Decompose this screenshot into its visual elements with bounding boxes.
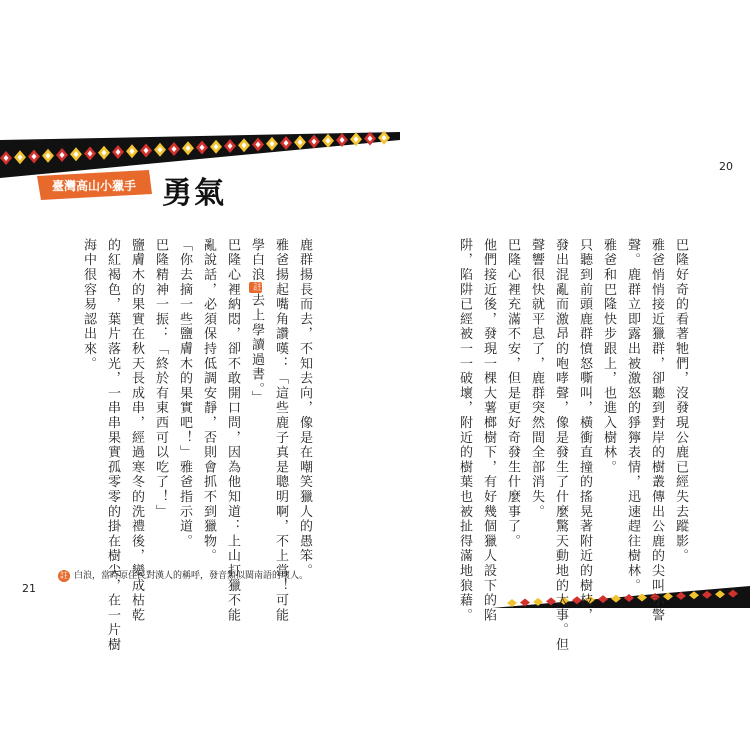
text-column: 巴隆精神一振：「終於有東西可以吃了！」 xyxy=(153,238,168,520)
text-column: 只聽到前頭鹿群憤怒嘶叫，橫衝直撞的搖晃著附近的樹枝， xyxy=(577,238,592,623)
footnote-marker-inline: 註 xyxy=(251,282,261,294)
text-column: 鹽膚木的果實在秋天長成串，經過寒冬的洗禮後，變成枯乾 xyxy=(129,238,144,623)
text-column: 的紅褐色，葉片落光，一串串果實孤零零的掛在樹尖，在一片樹 xyxy=(105,238,120,653)
chapter-title: 勇氣 xyxy=(162,176,226,211)
footnote xyxy=(58,568,308,582)
text-column: 他們接近後，發現一棵大薯榔樹下，有好幾個獵人設下的陷 xyxy=(481,238,496,623)
text-segment: 學白浪 xyxy=(249,238,264,283)
text-column: 聲響很快就平息了，鹿群突然間全部消失。 xyxy=(529,238,544,520)
text-column: 雅爸揚起嘴角讚嘆：「這些鹿子真是聰明啊，不上當！可能 xyxy=(273,238,288,623)
footnote-text: 白浪，當時原住民對漢人的稱呼，發音類似閩南語的壞人。 xyxy=(74,571,309,581)
text-column: 海中很容易認出來。 xyxy=(81,238,96,372)
page-number-right: 20 xyxy=(719,160,733,173)
text-segment: 去上學讀過書。」 xyxy=(249,293,264,406)
text-column: 阱，陷阱已經被一一破壞，附近的樹葉也被扯得滿地狼藉。 xyxy=(457,238,472,623)
text-column: 聲。鹿群立即露出被激怒的猙獰表情，迅速趕往樹林。 xyxy=(625,238,640,594)
text-column: 鹿群揚長而去，不知去向，像是在嘲笑獵人的愚笨。 xyxy=(297,238,312,579)
text-column: 巴隆心裡充滿不安，但是更好奇發生什麼事了。 xyxy=(505,238,520,549)
series-title: 臺灣高山小獵手 xyxy=(52,179,137,193)
text-column xyxy=(244,238,268,405)
footnote-marker: 註 xyxy=(60,570,68,580)
page-number-left: 21 xyxy=(22,582,36,595)
text-column: 雅爸和巴隆快步跟上，也進入樹林。 xyxy=(601,238,616,475)
pattern-diamond xyxy=(507,599,517,607)
text-column: 「你去摘一些鹽膚木的果實吧！」雅爸指示道。 xyxy=(177,238,192,549)
text-column: 發出混亂而激昂的咆哮聲，像是發生了什麼驚天動地的大事。但 xyxy=(553,238,568,653)
text-column: 雅爸悄悄接近獵群，卻聽到對岸的樹叢傳出公鹿的尖叫示警 xyxy=(649,238,664,623)
text-column: 巴隆心裡納悶，卻不敢開口問，因為他知道：上山打獵不能 xyxy=(225,238,240,623)
text-column: 巴隆好奇的看著牠們，沒發現公鹿已經失去蹤影。 xyxy=(673,238,688,564)
text-column: 亂說話，必須保持低調安靜，否則會抓不到獵物。 xyxy=(201,238,216,564)
